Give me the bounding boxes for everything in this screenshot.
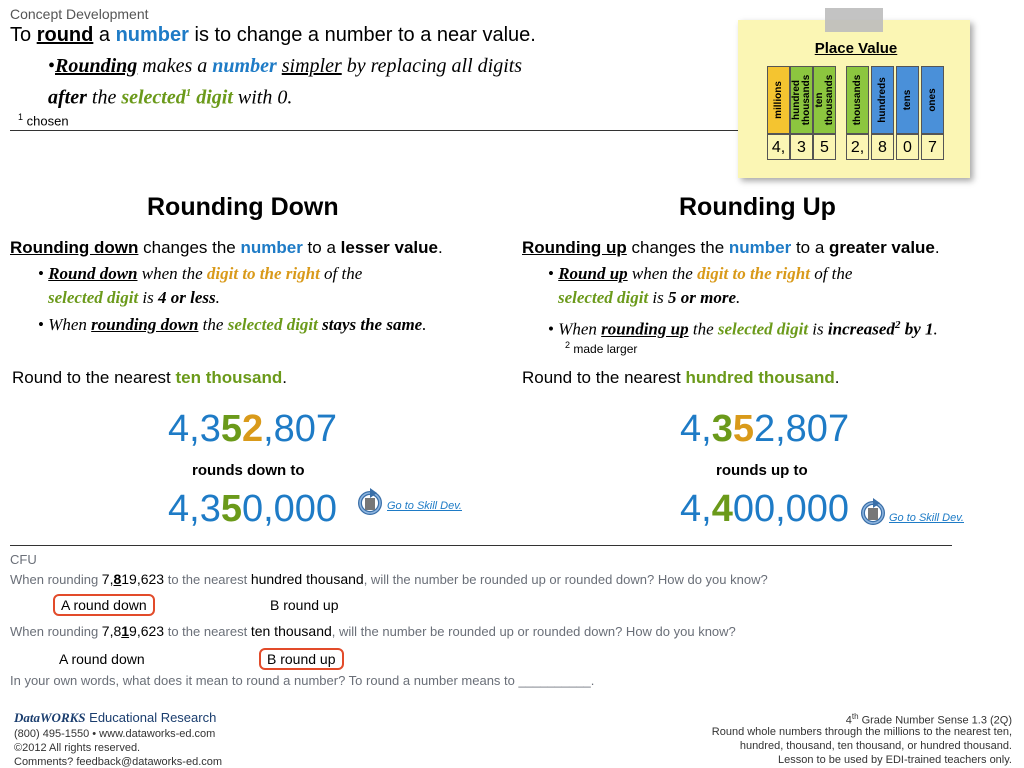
rd-b1-t1: when the <box>137 264 207 283</box>
ru-num1-selected: 3 <box>711 408 733 450</box>
rd-num1-right: 2 <box>241 408 264 450</box>
def-round: round <box>36 24 94 46</box>
footer-phone: (800) 495-1550 • www.dataworks-ed.com <box>14 728 216 740</box>
ru-num2-a: 4, <box>680 488 712 530</box>
grade-rest: Grade Number Sense 1.3 (2Q) <box>858 714 1012 727</box>
rd-b1-w2: digit to the right <box>206 264 320 283</box>
rd-rounded-number <box>168 488 337 531</box>
q1-pre: When rounding <box>10 572 102 587</box>
bullet-digit: digit <box>191 86 233 109</box>
footer-standard-1: Round whole numbers through the millions to the nearest ten, <box>711 726 1012 738</box>
pv-col-ten-thousands <box>813 66 836 134</box>
bullet-selected: selected <box>121 86 186 109</box>
rd-intro-w2: number <box>240 238 303 257</box>
cfu-question-1 <box>10 571 768 587</box>
q1-n3: 19,623 <box>121 571 165 587</box>
ru-b1-w2: digit to the right <box>697 264 810 283</box>
ru-b1-w3: selected digit <box>558 288 649 307</box>
ru-footnote-sup: 2 <box>565 340 571 350</box>
grade-sup: th <box>851 712 859 721</box>
ru-num1-right: 5 <box>732 408 754 450</box>
pv-label-hundred-thousands: hundred thousands <box>790 74 812 126</box>
cfu-label: CFU <box>10 552 37 567</box>
rd-num2-a: 4,3 <box>168 488 221 530</box>
rd-round-place: ten thousand <box>175 368 283 387</box>
rd-b2-t3: . <box>422 315 427 334</box>
dataworks-logo <box>14 710 216 726</box>
ru-num1-d: 2,807 <box>753 408 850 450</box>
rd-intro-t2: to a <box>302 238 341 257</box>
pv-col-thousands <box>846 66 869 134</box>
def-post: is to change a number to a near value. <box>188 24 536 46</box>
place-value-title: Place Value <box>814 40 898 57</box>
ru-intro-w2: number <box>728 238 792 257</box>
tape-decoration <box>825 8 883 32</box>
rd-b1-w1: Round down <box>48 264 138 283</box>
bullet-sup: 1 <box>185 87 192 99</box>
pv-col-ones <box>921 66 944 134</box>
footnote-chosen <box>18 112 69 128</box>
q1-answer-a[interactable]: A round down <box>53 594 155 616</box>
rd-b2-w3: stays the same <box>317 315 423 334</box>
ru-b2-w3: increased <box>827 319 895 339</box>
rd-intro-w1: Rounding down <box>10 238 139 257</box>
ru-round-pre: Round to the nearest <box>522 368 686 387</box>
rounding-down-round-to <box>12 368 287 388</box>
bullet-makes: makes a <box>137 55 213 77</box>
bullet-number: number <box>212 55 277 77</box>
rd-b2-w2: selected digit <box>227 315 318 334</box>
rd-b1-w3: selected digit <box>48 288 139 307</box>
ru-rounded-number <box>680 488 849 531</box>
q2-place: ten thousand <box>250 623 332 639</box>
ru-b2-t3: is <box>808 319 828 339</box>
q2-mid: to the nearest <box>164 624 251 639</box>
q1-answer-b[interactable]: B round up <box>270 597 339 613</box>
rd-intro-t1: changes the <box>138 238 241 257</box>
ru-intro-w1: Rounding up <box>522 238 627 257</box>
ru-num2-c: 00,000 <box>732 488 850 530</box>
ru-intro-t3: . <box>934 238 940 257</box>
rd-b1-w4: 4 or less <box>158 288 216 307</box>
footer-standard-3: Lesson to be used by EDI-trained teachers only. <box>778 754 1012 766</box>
ru-b2-t4: . <box>933 319 938 339</box>
rd-intro-w3: lesser value <box>340 238 438 257</box>
ru-intro-t2: to a <box>791 238 830 257</box>
def-pre: To <box>10 24 37 46</box>
refresh-icon[interactable] <box>860 496 886 533</box>
rounding-up-bullet-1 <box>548 262 852 310</box>
rd-skill-dev-link[interactable]: Go to Skill Dev. <box>387 500 462 512</box>
q1-place: hundred thousand <box>250 571 364 587</box>
ru-b2-t2: the <box>688 319 718 339</box>
pv-digit-hundred-thousands: 3 <box>790 134 813 160</box>
brand-rest: Educational Research <box>85 710 217 725</box>
ru-b1-t2: of the <box>809 264 853 283</box>
q1-post: , will the number be rounded up or rounded down? How do you know? <box>363 572 768 587</box>
ru-b1-dot: • <box>548 264 554 283</box>
cfu-divider <box>10 545 952 546</box>
rd-original-number <box>168 408 337 451</box>
footnote-sup: 1 <box>18 112 24 122</box>
rd-b1-t2: of the <box>319 264 363 283</box>
rd-num1-selected: 5 <box>220 408 242 450</box>
pv-col-millions <box>767 66 790 134</box>
ru-original-number <box>680 408 849 451</box>
rd-num2-c: 0,000 <box>241 488 338 530</box>
rd-num1-a: 4,3 <box>168 408 221 450</box>
ru-b1-t4: . <box>736 288 741 307</box>
ru-b1-w1: Round up <box>558 264 628 283</box>
header-divider <box>10 130 738 131</box>
rounding-up-round-to <box>522 368 839 388</box>
pv-label-ones: ones <box>926 88 938 112</box>
bullet-after: after <box>48 86 87 109</box>
rounding-down-bullet-2 <box>38 313 426 337</box>
rounding-down-intro <box>10 238 443 258</box>
rd-b2-t1: When <box>48 315 92 334</box>
rounding-up-bullet-2 <box>548 313 938 342</box>
q2-answer-a[interactable]: A round down <box>59 651 145 667</box>
q2-n1: 7,8 <box>101 623 122 639</box>
ru-b2-w2: selected digit <box>717 319 809 339</box>
rounding-down-bullet-1 <box>38 262 362 310</box>
rounding-up-title: Rounding Up <box>679 193 836 221</box>
footer-comments: Comments? feedback@dataworks-ed.com <box>14 756 223 768</box>
rd-b2-w1: rounding down <box>91 315 199 334</box>
pv-digit-tens: 0 <box>896 134 919 160</box>
ru-round-post: . <box>834 368 840 387</box>
rd-round-pre: Round to the nearest <box>12 368 176 387</box>
q2-pre: When rounding <box>10 624 102 639</box>
rd-b2-t2: the <box>198 315 228 334</box>
ru-skill-dev-link[interactable]: Go to Skill Dev. <box>889 512 964 524</box>
pv-digit-thousands: 2, <box>846 134 869 160</box>
ru-rounds-label: rounds up to <box>716 462 808 479</box>
ru-b1-t3: is <box>648 288 669 307</box>
rd-b1-t3: is <box>138 288 159 307</box>
brand-name: DataWORKS <box>14 710 86 725</box>
ru-b1-w4: 5 or more <box>668 288 737 307</box>
q2-post: , will the number be rounded up or rounded down? How do you know? <box>331 624 736 639</box>
footer-grade <box>846 712 1012 727</box>
q1-mid: to the nearest <box>164 572 251 587</box>
pv-label-millions: millions <box>772 81 784 119</box>
refresh-icon[interactable] <box>357 486 383 523</box>
bullet-by: by replacing all digits <box>341 55 523 77</box>
footer-copyright: ©2012 All rights reserved. <box>14 742 141 754</box>
rd-b2-dot: • <box>38 315 44 334</box>
definition-line <box>10 24 536 47</box>
pv-label-hundreds: hundreds <box>876 77 888 123</box>
grade-pre: 4 <box>845 714 852 727</box>
bullet-with: with 0. <box>232 86 293 109</box>
footnote-made-larger <box>565 340 637 356</box>
pv-label-thousands: thousands <box>851 74 863 126</box>
pv-label-tens: tens <box>901 89 913 111</box>
rd-num2-selected: 5 <box>220 488 242 530</box>
rd-num1-d: ,807 <box>263 408 338 450</box>
bullet-simpler: simpler <box>281 55 342 77</box>
def-mid: a <box>93 24 116 46</box>
ru-round-place: hundred thousand <box>685 368 835 387</box>
footer-standard-2: hundred, thousand, ten thousand, or hundred thousand. <box>739 740 1012 752</box>
q1-n1: 7, <box>101 571 114 587</box>
concept-label: Concept Development <box>10 6 149 22</box>
pv-col-hundred-thousands <box>790 66 813 134</box>
rd-round-post: . <box>282 368 287 387</box>
rounding-down-title: Rounding Down <box>147 193 339 221</box>
footnote-text: chosen <box>23 113 69 129</box>
rounding-up-intro <box>522 238 940 258</box>
ru-intro-t1: changes the <box>626 238 729 257</box>
bullet-rounding: Rounding <box>55 55 138 77</box>
ru-intro-w3: greater value <box>829 238 935 257</box>
bullet-dot: • <box>48 55 56 77</box>
q2-answer-b[interactable]: B round up <box>259 648 344 670</box>
ru-num1-a: 4, <box>680 408 712 450</box>
rd-b1-dot: • <box>38 264 44 283</box>
rd-b1-t4: . <box>215 288 220 307</box>
pv-digit-ones: 7 <box>921 134 944 160</box>
pv-digit-millions: 4, <box>767 134 790 160</box>
ru-footnote-text: made larger <box>570 342 638 356</box>
bullet-the: the <box>86 86 122 109</box>
ru-b2-sup: 2 <box>894 319 901 331</box>
pv-label-ten-thousands: ten thousands <box>813 74 835 126</box>
pv-digit-hundreds: 8 <box>871 134 894 160</box>
cfu-question-2 <box>10 623 736 639</box>
q1-n2: 8 <box>113 571 122 587</box>
pv-col-hundreds <box>871 66 894 134</box>
ru-b1-t1: when the <box>627 264 698 283</box>
q2-n2: 1 <box>121 623 130 639</box>
definition-bullet <box>48 53 522 112</box>
cfu-question-3: In your own words, what does it mean to round a number? To round a number means to __________. <box>10 673 595 688</box>
pv-digit-ten-thousands: 5 <box>813 134 836 160</box>
q2-n3: 9,623 <box>129 623 165 639</box>
pv-col-tens <box>896 66 919 134</box>
ru-b2-w1: rounding up <box>601 319 689 339</box>
ru-b2-dot: • <box>548 319 554 339</box>
def-number: number <box>115 24 189 46</box>
ru-b2-t1: When <box>558 319 602 339</box>
rd-rounds-label: rounds down to <box>192 462 305 479</box>
ru-b2-w4: by 1 <box>900 319 934 339</box>
rd-intro-t3: . <box>438 238 443 257</box>
ru-num2-selected: 4 <box>711 488 733 530</box>
